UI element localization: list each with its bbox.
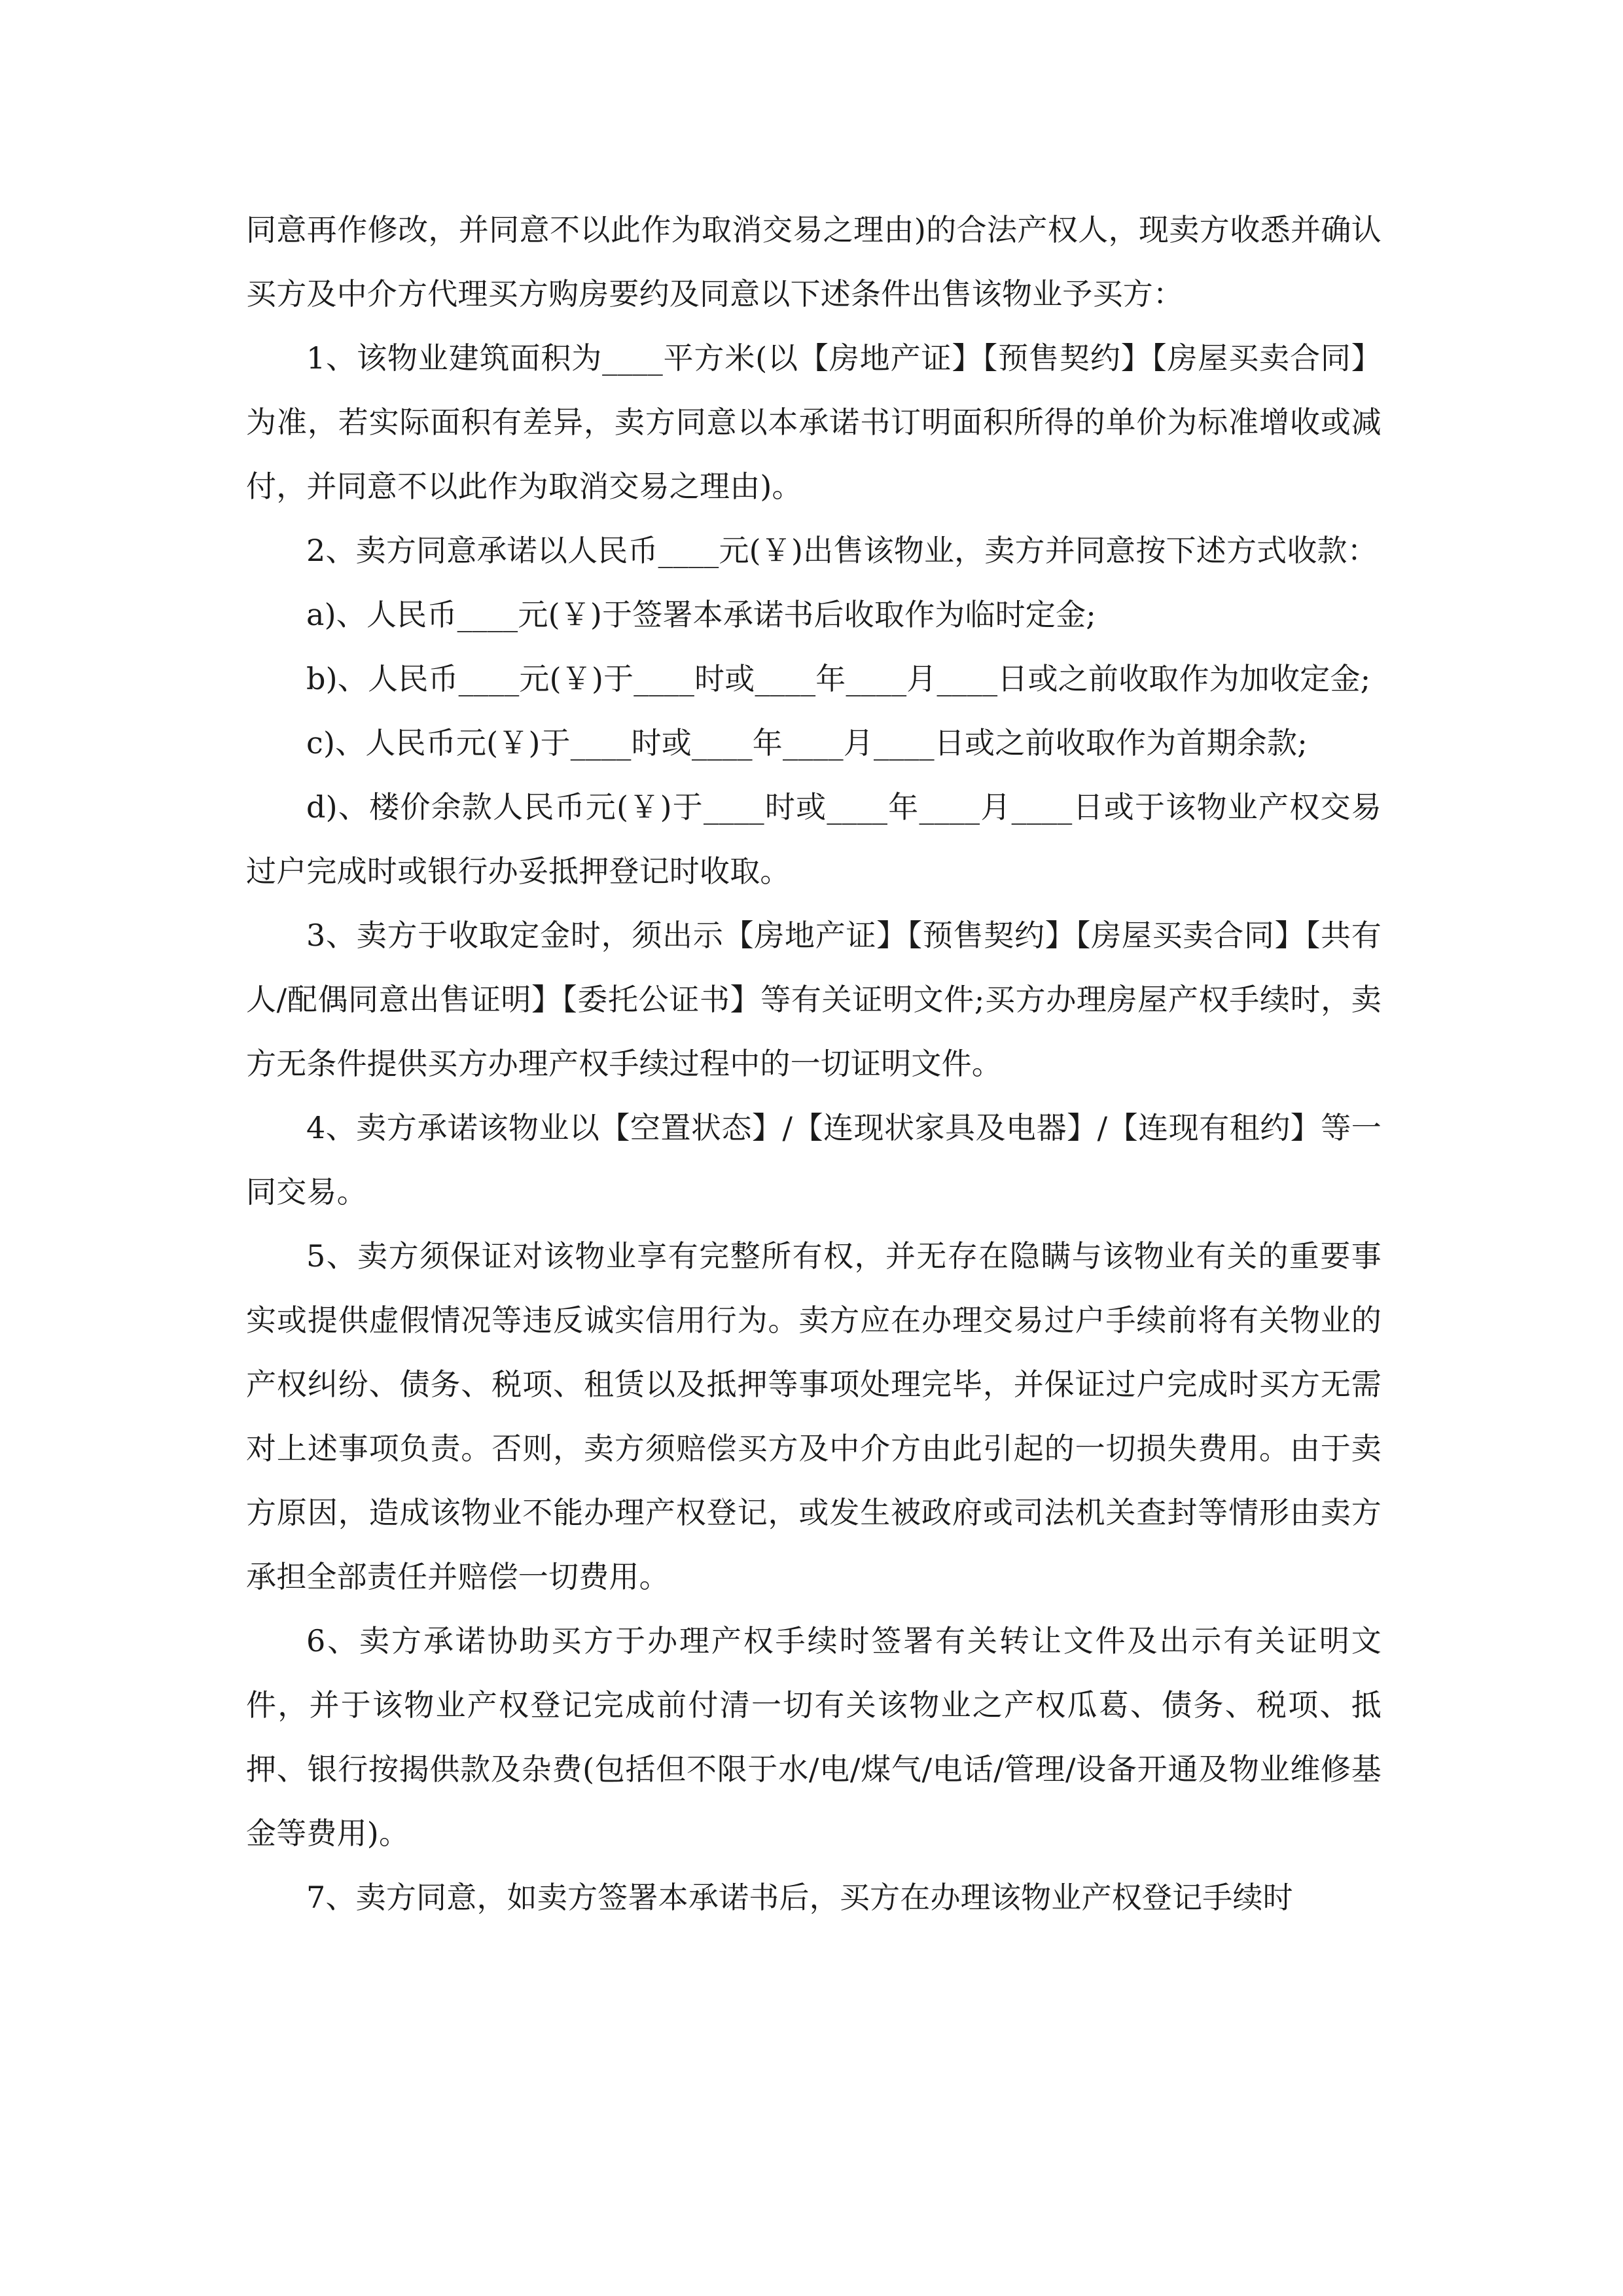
paragraph-clause-6: 6、卖方承诺协助买方于办理产权手续时签署有关转让文件及出示有关证明文件，并于该物业产权登记完成前付清一切有关该物业之产权瓜葛、债务、税项、抵押、银行按揭供款及杂费(包括但不限于水/电/煤气/电话/管理/设备开通及物业维修基金等费用)。 [246,1623,1382,1851]
paragraph-clause-2d: d)、楼价余款人民币元(￥)于____时或____年____月____日或于该物业产权交易过户完成时或银行办妥抵押登记时收取。 [246,789,1382,889]
paragraph-clause-2b: b)、人民币____元(￥)于____时或____年____月____日或之前收取作为加收定金; [306,661,1371,696]
paragraph-clause-2a: a)、人民币____元(￥)于签署本承诺书后收取作为临时定金; [306,597,1096,632]
paragraph-intro: 同意再作修改，并同意不以此作为取消交易之理由)的合法产权人，现卖方收悉并确认买方及中介方代理买方购房要约及同意以下述条件出售该物业予买方： [246,212,1382,312]
paragraph-clause-2: 2、卖方同意承诺以人民币____元(￥)出售该物业，卖方并同意按下述方式收款： [306,533,1378,568]
document-body [246,198,1382,1929]
paragraph-clause-7: 7、卖方同意，如卖方签署本承诺书后，买方在办理该物业产权登记手续时 [306,1880,1293,1915]
paragraph-clause-5: 5、卖方须保证对该物业享有完整所有权，并无存在隐瞒与该物业有关的重要事实或提供虚假情况等违反诚实信用行为。卖方应在办理交易过户手续前将有关物业的产权纠纷、债务、税项、租赁以及抵押等事项处理完毕，并保证过户完成时买方无需对上述事项负责。否则，卖方须赔偿买方及中介方由此引起的一切损失费用。由于卖方原因，造成该物业不能办理产权登记，或发生被政府或司法机关查封等情形由卖方承担全部责任并赔偿一切费用。 [246,1238,1382,1594]
paragraph-clause-3: 3、卖方于收取定金时，须出示【房地产证】【预售契约】【房屋买卖合同】【共有人/配偶同意出售证明】【委托公证书】等有关证明文件;买方办理房屋产权手续时，卖方无条件提供买方办理产权手续过程中的一切证明文件。 [246,918,1382,1081]
paragraph-clause-2c: c)、人民币元(￥)于____时或____年____月____日或之前收取作为首期余款; [306,725,1308,761]
paragraph-clause-1: 1、该物业建筑面积为____平方米(以【房地产证】【预售契约】【房屋买卖合同】为准，若实际面积有差异，卖方同意以本承诺书订明面积所得的单价为标准增收或减付，并同意不以此作为取消交易之理由)。 [246,340,1382,504]
paragraph-clause-4: 4、卖方承诺该物业以【空置状态】/【连现状家具及电器】/【连现有租约】等一同交易。 [246,1110,1382,1210]
